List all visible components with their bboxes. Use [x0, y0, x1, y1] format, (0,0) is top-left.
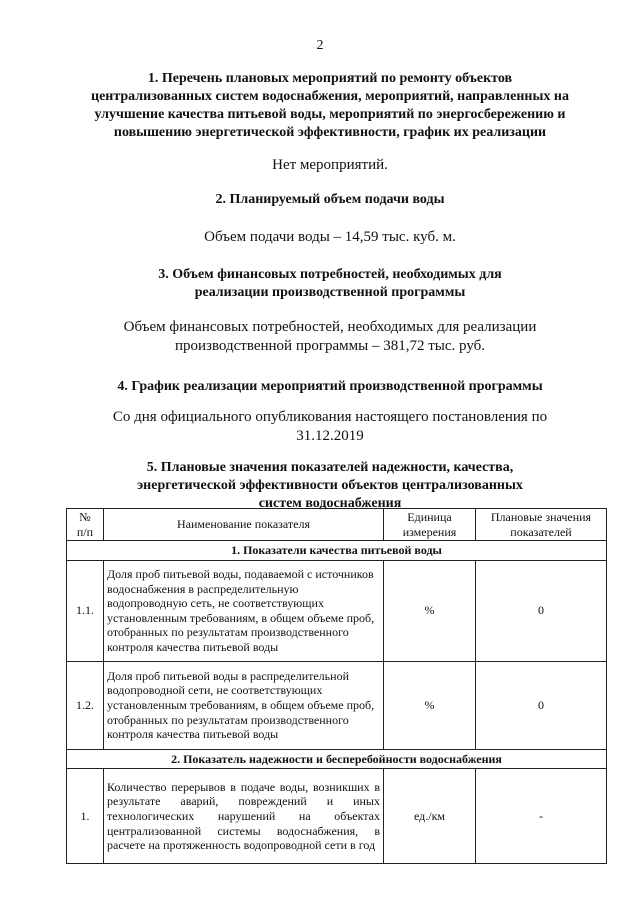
section-3-text-line: производственной программы – 381,72 тыс. руб. — [174, 338, 486, 354]
header-unit-line: измерения — [402, 524, 457, 539]
section-4-text-line: 31.12.2019 — [296, 428, 364, 444]
table-row — [67, 661, 607, 749]
row-number: 1.1. — [67, 560, 104, 661]
header-number-line: п/п — [76, 524, 94, 539]
row-number: 1. — [67, 769, 104, 864]
section-3-text — [80, 318, 580, 356]
header-number-line: № — [79, 510, 91, 524]
page-number: 2 — [316, 38, 324, 53]
header-plan-line: Плановые значения — [490, 510, 592, 524]
section-4-text-line: Со дня официального опубликования настоящего постановления по — [112, 409, 548, 425]
section-5-title — [60, 459, 600, 513]
header-plan-value — [476, 509, 607, 541]
header-indicator-name: Наименование показателя — [104, 509, 384, 541]
row-indicator-name: Доля проб питьевой воды, подаваемой с источников водоснабжения в распределительную водопроводную сеть, не соответствующих установленным требованиям, в общем объеме проб, отобранных по результатам производственного контроля качества питьевой воды — [104, 560, 384, 661]
table-row — [67, 560, 607, 661]
section-1-title-line: централизованных систем водоснабжения, мероприятий, направленных на — [91, 89, 569, 104]
section-1-title-line: улучшение качества питьевой воды, мероприятий по энергосбережению и — [94, 107, 566, 122]
section-4-text — [80, 408, 580, 446]
header-number — [67, 509, 104, 541]
row-unit: ед./км — [384, 769, 476, 864]
row-plan-value: 0 — [476, 661, 607, 749]
group-title: 2. Показатель надежности и бесперебойности водоснабжения — [67, 749, 607, 769]
row-indicator-name: Доля проб питьевой воды в распределительной водопроводной сети, не соответствующих установленным требованиям, в общем объеме проб, отобранных по результатам производственного контроля качества питьевой воды — [104, 661, 384, 749]
section-1-title — [60, 70, 600, 142]
table-group-row — [67, 749, 607, 769]
section-4-title: 4. График реализации мероприятий производственной программы — [117, 379, 543, 394]
row-unit: % — [384, 560, 476, 661]
section-1-title-line: 1. Перечень плановых мероприятий по ремонту объектов — [147, 71, 513, 86]
indicators-table — [66, 508, 607, 864]
section-5-title-line: систем водоснабжения — [258, 496, 402, 511]
section-3-title-line: реализации производственной программы — [194, 285, 466, 300]
section-3-title-line: 3. Объем финансовых потребностей, необходимых для — [158, 267, 502, 282]
header-plan-line: показателей — [510, 524, 572, 539]
row-plan-value: 0 — [476, 560, 607, 661]
row-number: 1.2. — [67, 661, 104, 749]
header-unit — [384, 509, 476, 541]
table-group-row — [67, 541, 607, 561]
section-3-text-line: Объем финансовых потребностей, необходимых для реализации — [123, 319, 537, 335]
row-indicator-name: Количество перерывов в подаче воды, возникших в результате аварий, повреждений и иных технологических нарушений на объектах централизованной системы водоснабжения, в расчете на протяженность водопроводной сети в год — [104, 769, 384, 864]
group-title: 1. Показатели качества питьевой воды — [67, 541, 607, 561]
table-header-row — [67, 509, 607, 541]
section-5-title-line: энергетической эффективности объектов централизованных — [137, 478, 523, 493]
row-unit: % — [384, 661, 476, 749]
row-plan-value: - — [476, 769, 607, 864]
section-3-title — [60, 266, 600, 302]
section-2-title: 2. Планируемый объем подачи воды — [215, 192, 445, 207]
section-5-title-line: 5. Плановые значения показателей надежности, качества, — [146, 460, 514, 475]
section-1-text: Нет мероприятий. — [272, 157, 388, 173]
table-row — [67, 769, 607, 864]
section-1-title-line: повышению энергетической эффективности, график их реализации — [113, 125, 547, 140]
header-unit-line: Единица — [407, 510, 452, 524]
section-2-text: Объем подачи воды – 14,59 тыс. куб. м. — [204, 229, 456, 245]
